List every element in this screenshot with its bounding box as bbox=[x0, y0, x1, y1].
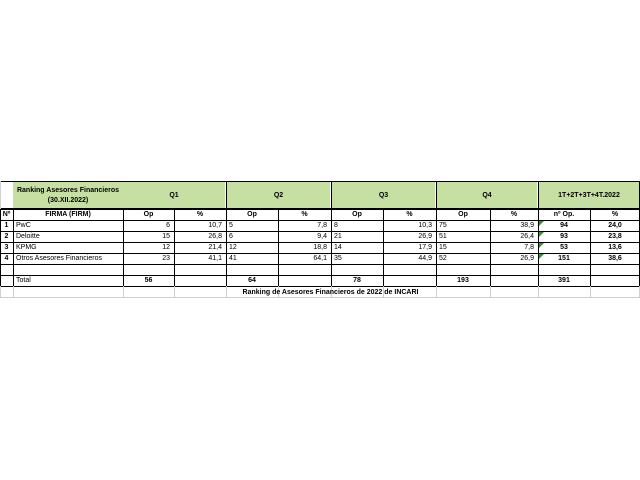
column-header-q3-op: Op bbox=[352, 211, 362, 218]
row-q4-pct: 7,8 bbox=[524, 244, 534, 251]
row-q3-pct: 44,9 bbox=[418, 255, 432, 262]
table-title bbox=[13, 182, 123, 208]
row-q2-op: 5 bbox=[229, 222, 233, 229]
row-q2-pct: 7,8 bbox=[317, 222, 327, 229]
row-q4-pct: 26,9 bbox=[520, 255, 534, 262]
row-q4-pct: 26,4 bbox=[520, 233, 534, 240]
row-total-op: 53 bbox=[560, 244, 568, 251]
row-total-pct: 13,6 bbox=[608, 244, 622, 251]
table-title-line1: Ranking Asesores Financieros bbox=[16, 186, 120, 194]
cell-indicator-icon bbox=[539, 221, 544, 226]
column-header-firm: FIRMA (FIRM) bbox=[45, 211, 91, 218]
quarter-header-q4: Q4 bbox=[437, 182, 537, 208]
cell-indicator-icon bbox=[539, 254, 544, 259]
row-q4-op: 52 bbox=[439, 255, 447, 262]
row-q3-op: 21 bbox=[334, 233, 342, 240]
column-header-q4-pct: % bbox=[510, 211, 518, 218]
row-number: 3 bbox=[4, 244, 9, 251]
row-q2-op: 41 bbox=[229, 255, 237, 262]
row-q1-pct: 10,7 bbox=[208, 222, 222, 229]
column-header-total-pct: % bbox=[611, 211, 619, 218]
row-q3-pct: 17,9 bbox=[418, 244, 432, 251]
total-q4: 193 bbox=[457, 277, 469, 284]
row-q4-op: 15 bbox=[439, 244, 447, 251]
row-total-pct: 24,0 bbox=[608, 222, 622, 229]
row-total-pct: 23,8 bbox=[608, 233, 622, 240]
row-q4-op: 51 bbox=[439, 233, 447, 240]
table-title-line2: (30.XII.2022) bbox=[47, 196, 89, 204]
column-header-q4-op: Op bbox=[458, 211, 468, 218]
row-number: 2 bbox=[4, 233, 9, 240]
column-header-q2-pct: % bbox=[301, 211, 308, 218]
row-number: 4 bbox=[4, 255, 9, 262]
quarter-header-q1: Q1 bbox=[123, 182, 225, 208]
quarter-header-q3: Q3 bbox=[332, 182, 435, 208]
total-all: 391 bbox=[558, 277, 570, 284]
quarter-header-total: 1T+2T+3T+4T.2022 bbox=[539, 182, 639, 208]
row-firm: Otros Asesores Financieros bbox=[16, 255, 102, 262]
row-q2-pct: 9,4 bbox=[317, 233, 327, 240]
total-q3: 78 bbox=[353, 277, 361, 284]
column-header-q1-pct: % bbox=[196, 211, 204, 218]
cell-indicator-icon bbox=[539, 243, 544, 248]
row-q4-pct: 38,9 bbox=[520, 222, 534, 229]
row-total-op: 94 bbox=[560, 222, 568, 229]
row-firm: KPMG bbox=[16, 244, 37, 251]
row-q3-op: 8 bbox=[334, 222, 338, 229]
row-q2-op: 6 bbox=[229, 233, 233, 240]
column-header-q3-pct: % bbox=[406, 211, 413, 218]
row-firm: Deloitte bbox=[16, 233, 40, 240]
column-header-q1-op: Op bbox=[143, 211, 154, 218]
row-q1-pct: 41,1 bbox=[208, 255, 222, 262]
column-header-total-op: nº Op. bbox=[553, 211, 575, 218]
total-q1: 56 bbox=[144, 277, 153, 284]
cell-indicator-icon bbox=[539, 232, 544, 237]
row-q1-pct: 26,8 bbox=[208, 233, 222, 240]
quarter-header-q2: Q2 bbox=[227, 182, 330, 208]
row-q3-op: 14 bbox=[334, 244, 342, 251]
row-q3-pct: 10,3 bbox=[418, 222, 432, 229]
row-q3-op: 35 bbox=[334, 255, 342, 262]
spreadsheet-table bbox=[0, 181, 640, 298]
column-header-number: Nº bbox=[2, 211, 11, 218]
column-header-q2-op: Op bbox=[247, 211, 257, 218]
row-firm: PwC bbox=[16, 222, 31, 229]
row-q2-pct: 18,8 bbox=[313, 244, 327, 251]
table-footer-caption: Ranking de Asesores Financieros de 2022 de INCARI bbox=[242, 289, 419, 296]
row-total-pct: 38,6 bbox=[608, 255, 622, 262]
total-q2: 64 bbox=[248, 277, 256, 284]
row-q1-op: 23 bbox=[162, 255, 170, 262]
row-q1-op: 12 bbox=[162, 244, 170, 251]
row-number: 1 bbox=[4, 222, 9, 229]
row-q1-op: 6 bbox=[166, 222, 170, 229]
row-total-op: 93 bbox=[560, 233, 568, 240]
row-q1-op: 15 bbox=[162, 233, 170, 240]
row-q3-pct: 26,9 bbox=[418, 233, 432, 240]
row-q4-op: 75 bbox=[439, 222, 447, 229]
row-q1-pct: 21,4 bbox=[208, 244, 222, 251]
row-total-op: 151 bbox=[558, 255, 570, 262]
total-label: Total bbox=[16, 277, 31, 284]
row-q2-op: 12 bbox=[229, 244, 237, 251]
row-q2-pct: 64,1 bbox=[313, 255, 327, 262]
